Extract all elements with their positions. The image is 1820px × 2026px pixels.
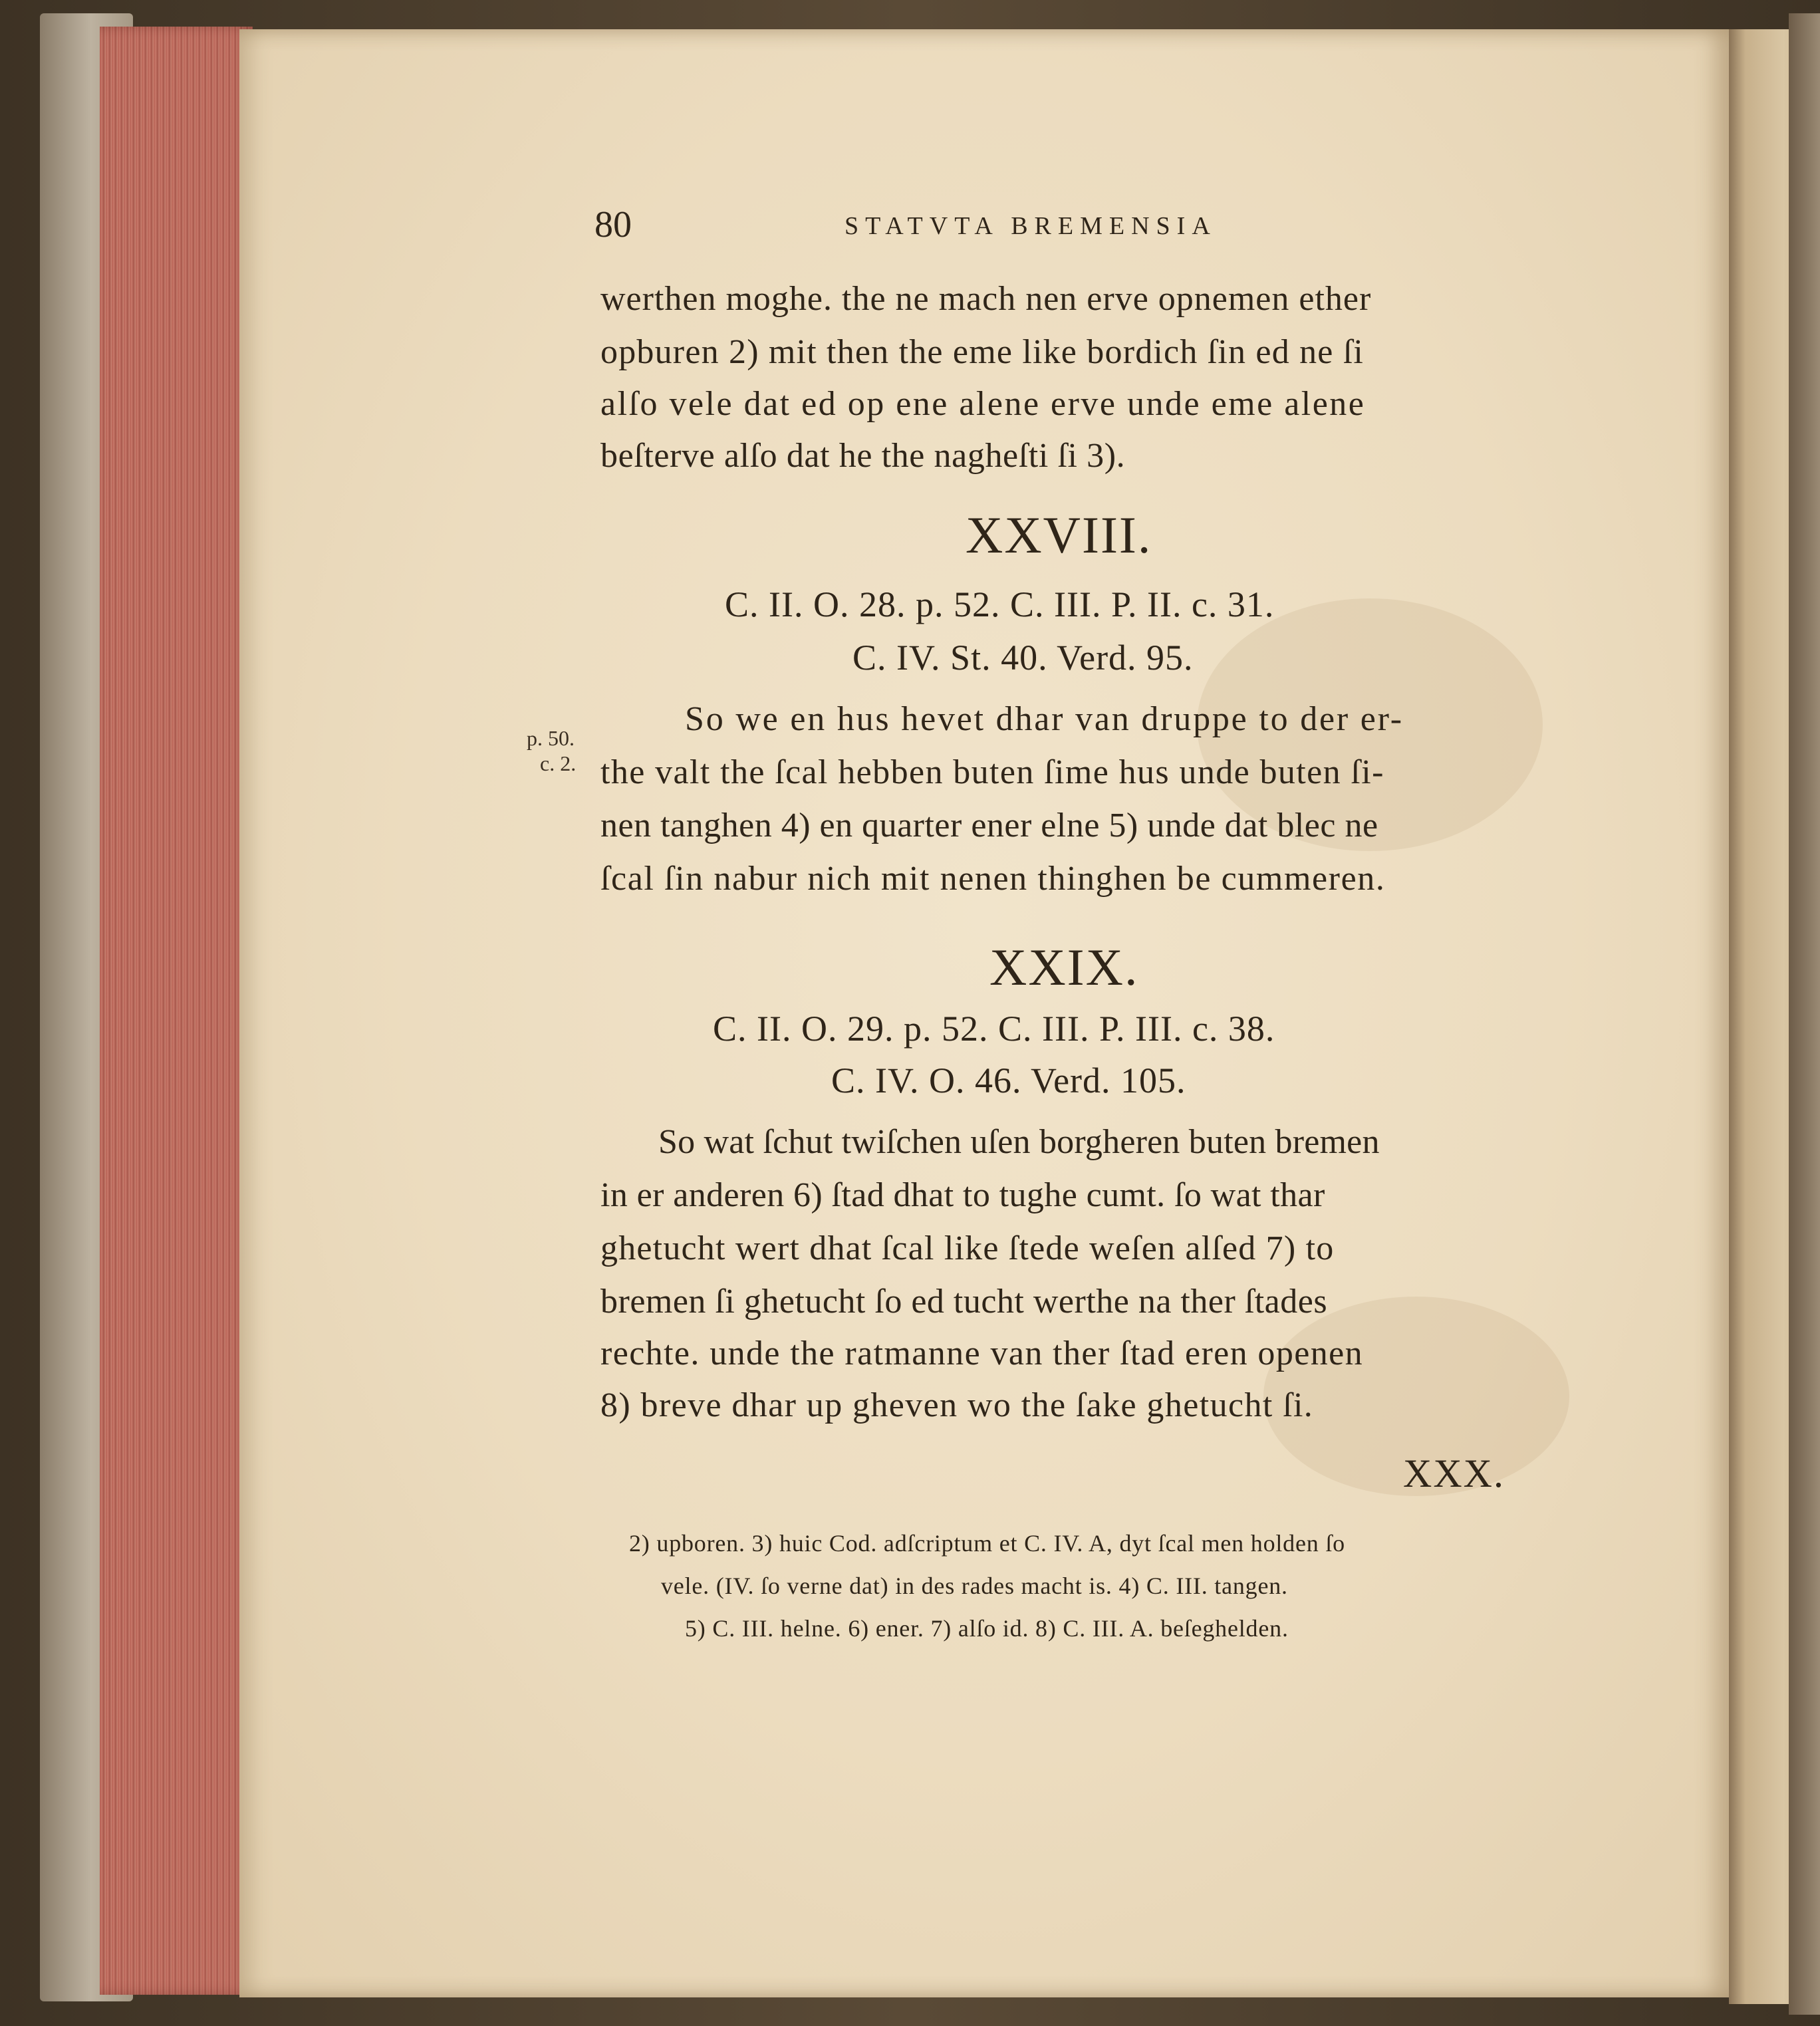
body-line: ſcal ſin nabur nich mit nenen thinghen be cummeren. xyxy=(600,860,1386,898)
body-line: ghetucht wert dhat ſcal like ſtede weſen alſed 7) to xyxy=(600,1229,1335,1267)
body-line: werthen moghe. the ne mach nen erve opnemen ether xyxy=(600,280,1372,318)
body-line: beſterve alſo dat he the nagheſti ſi 3). xyxy=(600,437,1126,475)
body-line: 8) breve dhar up gheven wo the ſake ghetucht ſi. xyxy=(600,1386,1314,1424)
page-number: 80 xyxy=(594,204,632,245)
body-line: the valt the ſcal hebben buten ſime hus unde buten ſi- xyxy=(600,753,1384,791)
section-heading: XXVIII. xyxy=(966,506,1152,564)
body-line: So we en hus hevet dhar van druppe to der er- xyxy=(685,700,1404,738)
section-reference: C. IV. St. 40. Verd. 95. xyxy=(852,638,1194,678)
body-line: bremen ſi ghetucht ſo ed tucht werthe na ther ſtades xyxy=(600,1283,1328,1321)
section-heading: XXIX. xyxy=(989,938,1139,996)
margin-note: c. 2. xyxy=(540,751,577,775)
body-line: in er anderen 6) ſtad dhat to tughe cumt. ſo wat thar xyxy=(600,1176,1325,1214)
running-title: STATVTA BREMENSIA xyxy=(845,212,1217,240)
right-cover xyxy=(1789,13,1820,2015)
footnote-line: 2) upboren. 3) huic Cod. adſcriptum et C. IV. A, dyt ſcal men holden ſo xyxy=(629,1530,1345,1557)
section-heading: XXX. xyxy=(1403,1452,1505,1495)
body-line: rechte. unde the ratmanne van ther ſtad eren openen xyxy=(600,1334,1363,1372)
section-reference: C. IV. O. 46. Verd. 105. xyxy=(831,1061,1186,1100)
body-line: alſo vele dat ed op ene alene erve unde eme alene xyxy=(600,385,1366,423)
footnote-line: 5) C. III. helne. 6) ener. 7) alſo id. 8) C. III. A. beſeghelden. xyxy=(685,1615,1289,1642)
margin-note: p. 50. xyxy=(527,726,575,750)
body-line: nen tanghen 4) en quarter ener elne 5) unde dat blec ne xyxy=(600,807,1378,844)
section-reference: C. II. O. 28. p. 52. C. III. P. II. c. 31. xyxy=(725,584,1275,624)
page-edges xyxy=(100,27,253,1995)
body-line: opburen 2) mit then the eme like bordich ſin ed ne ſi xyxy=(600,333,1365,371)
footnote-line: vele. (IV. ſo verne dat) in des rades macht is. 4) C. III. tangen. xyxy=(661,1573,1288,1599)
section-reference: C. II. O. 29. p. 52. C. III. P. III. c. 38. xyxy=(713,1009,1275,1049)
body-line: So wat ſchut twiſchen uſen borgheren buten bremen xyxy=(658,1123,1380,1161)
